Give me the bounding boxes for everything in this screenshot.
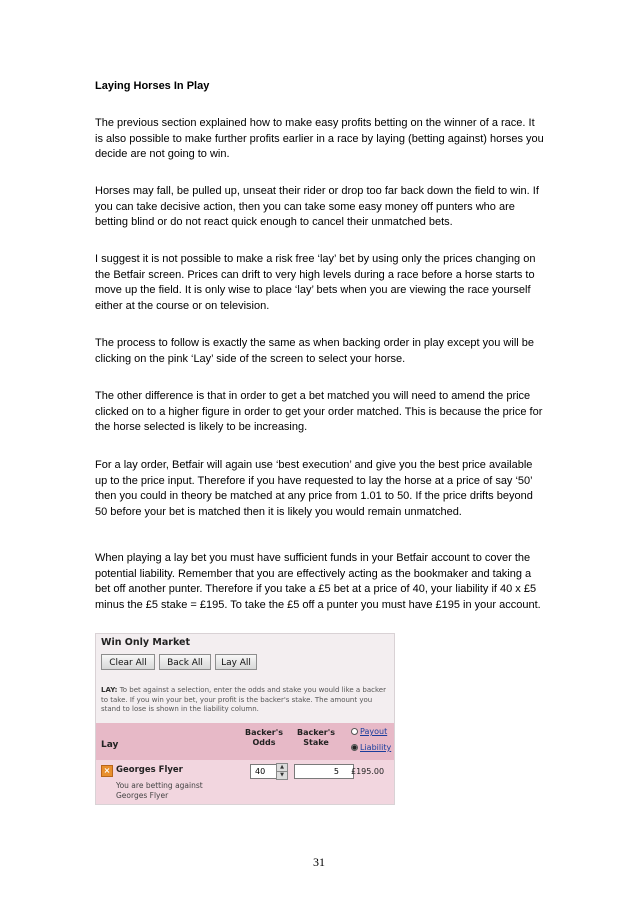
liability-radio[interactable]: [351, 743, 391, 752]
lay-instructions-label: LAY:: [101, 686, 118, 694]
paragraph-3: I suggest it is not possible to make a risk free ‘lay’ bet by using only the prices changing on the Betfair screen. Prices can drift to very high levels during a race before a horse starts to move up the field. It is only wise to place ‘lay’ bets when you are viewing the race yourself either at the course or on television.: [95, 253, 536, 312]
x-icon[interactable]: ×: [101, 765, 113, 777]
payout-radio-dot[interactable]: [351, 728, 358, 735]
backers-stake-header: [294, 728, 338, 748]
lay-instructions-text: To bet against a selection, enter the odds and stake you would like a backer to take. If you win your bet, your profit is the backer's stake. The amount you stand to lose is shown in the liability column.: [101, 686, 386, 713]
paragraph-2: Horses may fall, be pulled up, unseat their rider or drop too far back down the field to win. If you can take decisive action, then you can take some easy money off punters who are betting blind or do not react quick enough to cancel their unmatched bets.: [95, 185, 539, 228]
backers-odds-header-line1: Backer's: [245, 728, 283, 737]
stepper-down-icon[interactable]: ▼: [277, 771, 287, 779]
paragraph-5: The other difference is that in order to get a bet matched you will need to amend the price clicked on to a higher figure in order to get your order matched. This is because the price for the horse selected is likely to be increasing.: [95, 390, 543, 433]
odds-input[interactable]: 40: [250, 764, 278, 779]
paragraph-4: The process to follow is exactly the same as when backing order in play except you will be clicking on the pink ‘Lay’ side of the screen to select your horse.: [95, 337, 534, 365]
betting-against-note: [116, 781, 236, 800]
backers-stake-header-line1: Backer's: [297, 728, 335, 737]
paragraph-6: For a lay order, Betfair will again use ‘best execution’ and give you the best price available up to the price input. Therefore if you have requested to lay the horse at a price of say ‘50’ then you could in theory be matched at any price from 1.01 to 50. If the price drifts beyond 50 before your bet is matched then it is likely you would remain unmatched.: [95, 459, 533, 518]
clear-all-button[interactable]: Clear All: [101, 654, 155, 670]
horse-name: Georges Flyer: [116, 765, 183, 775]
lay-instructions: [101, 686, 389, 715]
betting-against-note-line1: You are betting against: [116, 781, 203, 790]
paragraph-7: When playing a lay bet you must have sufficient funds in your Betfair account to cover the potential liability. Remember that you are effectively acting as the bookmaker and taking a bet off another punter. Therefore if you take a £5 bet at a price of 40, your liability if 40 x £5 minus the £5 stake = £195. To take the £5 off a punter you must have £195 in your account.: [95, 552, 541, 611]
backers-odds-header: [244, 728, 284, 748]
section-heading: Laying Horses In Play: [95, 80, 210, 92]
liability-radio-dot[interactable]: [351, 744, 358, 751]
selection-row: [96, 760, 394, 804]
stepper-up-icon[interactable]: ▲: [280, 764, 284, 770]
betfair-lay-widget-screenshot: [95, 633, 395, 805]
back-all-button[interactable]: Back All: [159, 654, 211, 670]
page-number: 31: [313, 855, 325, 869]
backers-odds-header-line2: Odds: [252, 738, 276, 747]
lay-header-row: [96, 723, 394, 760]
liability-value: £195.00: [351, 767, 385, 776]
liability-radio-label[interactable]: Liability: [360, 743, 392, 752]
paragraph-1: The previous section explained how to make easy profits betting on the winner of a race. It is also possible to make further profits earlier in a race by laying (betting against) horses you decide are not going to win.: [95, 117, 544, 160]
lay-header-label: Lay: [101, 740, 119, 750]
backers-stake-header-line2: Stake: [303, 738, 329, 747]
betting-against-note-line2: Georges Flyer: [116, 790, 169, 800]
payout-radio-label[interactable]: Payout: [360, 727, 388, 736]
market-title: Win Only Market: [101, 637, 190, 648]
payout-radio[interactable]: [351, 727, 387, 736]
lay-all-button[interactable]: Lay All: [215, 654, 257, 670]
stake-input[interactable]: 5: [294, 764, 354, 779]
odds-stepper[interactable]: [276, 763, 288, 780]
